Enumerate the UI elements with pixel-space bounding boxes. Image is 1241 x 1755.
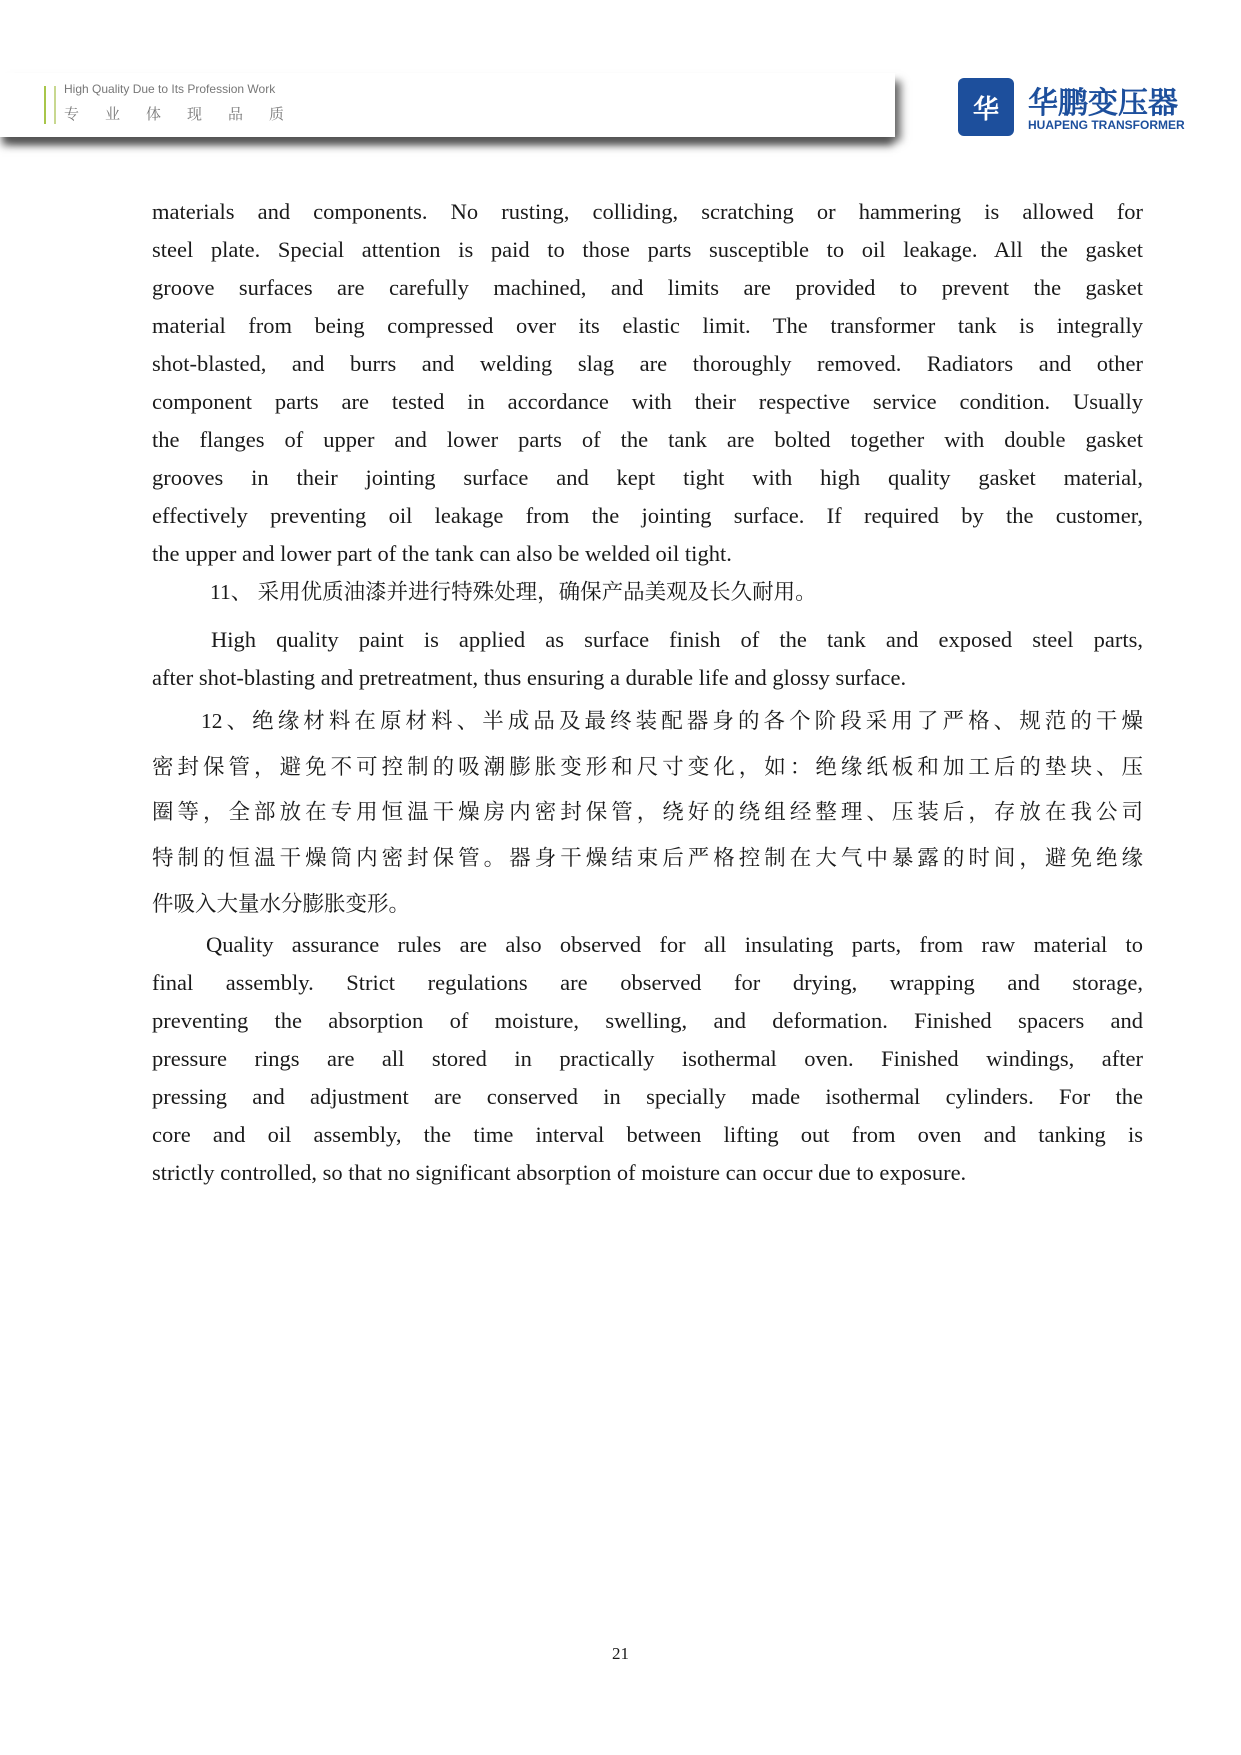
text-line: the upper and lower part of the tank can also be welded oil tight. bbox=[152, 541, 732, 566]
paragraph-item-11-en bbox=[152, 621, 1143, 697]
text-line: High quality paint is applied as surface finish of the tank and exposed steel parts, bbox=[211, 627, 1143, 652]
text-line: pressure rings are all stored in practically isothermal oven. Finished windings, after bbox=[152, 1046, 1143, 1071]
company-logo bbox=[958, 74, 1198, 140]
text-line: shot-blasted, and burrs and welding slag are thoroughly removed. Radiators and other bbox=[152, 351, 1143, 376]
text-line: Quality assurance rules are also observed for all insulating parts, from raw material to bbox=[206, 932, 1143, 957]
text-line: 特制的恒温干燥筒内密封保管。器身干燥结束后严格控制在大气中暴露的时间，避免绝缘 bbox=[152, 846, 1143, 871]
text-line: 11、 采用优质油漆并进行特殊处理，确保产品美观及长久耐用。 bbox=[210, 580, 817, 604]
logo-mark-icon: 华 bbox=[958, 78, 1014, 136]
paragraph-item-12-cn bbox=[152, 699, 1143, 928]
page-number: 21 bbox=[612, 1644, 629, 1663]
text-line: 件吸入大量水分膨胀变形。 bbox=[152, 891, 411, 916]
text-line: groove surfaces are carefully machined, and limits are provided to prevent the gasket bbox=[152, 275, 1143, 300]
text-line: preventing the absorption of moisture, swelling, and deformation. Finished spacers and bbox=[152, 1008, 1143, 1033]
paragraph-tank-construction bbox=[152, 193, 1143, 573]
header-accent-bars bbox=[44, 86, 56, 124]
text-line: 12、绝缘材料在原材料、半成品及最终装配器身的各个阶段采用了严格、规范的干燥 bbox=[201, 709, 1143, 733]
text-line: after shot-blasting and pretreatment, thus ensuring a durable life and glossy surface. bbox=[152, 665, 907, 690]
text-line: materials and components. No rusting, colliding, scratching or hammering is allowed for bbox=[152, 199, 1143, 224]
tagline-en: High Quality Due to Its Profession Work bbox=[64, 82, 276, 96]
text-line: steel plate. Special attention is paid to those parts susceptible to oil leakage. All the gasket bbox=[152, 237, 1143, 262]
paragraph-item-11-cn bbox=[152, 570, 1143, 616]
logo-name-en: HUAPENG TRANSFORMER bbox=[1028, 118, 1185, 132]
text-line: the flanges of upper and lower parts of the tank are bolted together with double gasket bbox=[152, 427, 1143, 452]
text-line: core and oil assembly, the time interval between lifting out from oven and tanking is bbox=[152, 1122, 1143, 1147]
text-line: effectively preventing oil leakage from the jointing surface. If required by the customer, bbox=[152, 503, 1143, 528]
tagline-cn: 专业体现品质 bbox=[64, 105, 311, 123]
text-line: 圈等，全部放在专用恒温干燥房内密封保管，绕好的绕组经整理、压装后，存放在我公司 bbox=[152, 800, 1143, 825]
text-line: strictly controlled, so that no significant absorption of moisture can occur due to exposure. bbox=[152, 1160, 967, 1185]
text-line: grooves in their jointing surface and kept tight with high quality gasket material, bbox=[152, 465, 1143, 490]
paragraph-item-12-en bbox=[152, 926, 1143, 1192]
text-line: pressing and adjustment are conserved in specially made isothermal cylinders. For the bbox=[152, 1084, 1143, 1109]
logo-name-cn: 华鹏变压器 bbox=[1028, 86, 1178, 121]
text-line: final assembly. Strict regulations are observed for drying, wrapping and storage, bbox=[152, 970, 1143, 995]
text-line: material from being compressed over its elastic limit. The transformer tank is integrally bbox=[152, 313, 1143, 338]
text-line: 密封保管，避免不可控制的吸潮膨胀变形和尺寸变化，如：绝缘纸板和加工后的垫块、压 bbox=[152, 754, 1143, 779]
text-line: component parts are tested in accordance with their respective service condition. Usually bbox=[152, 389, 1143, 414]
